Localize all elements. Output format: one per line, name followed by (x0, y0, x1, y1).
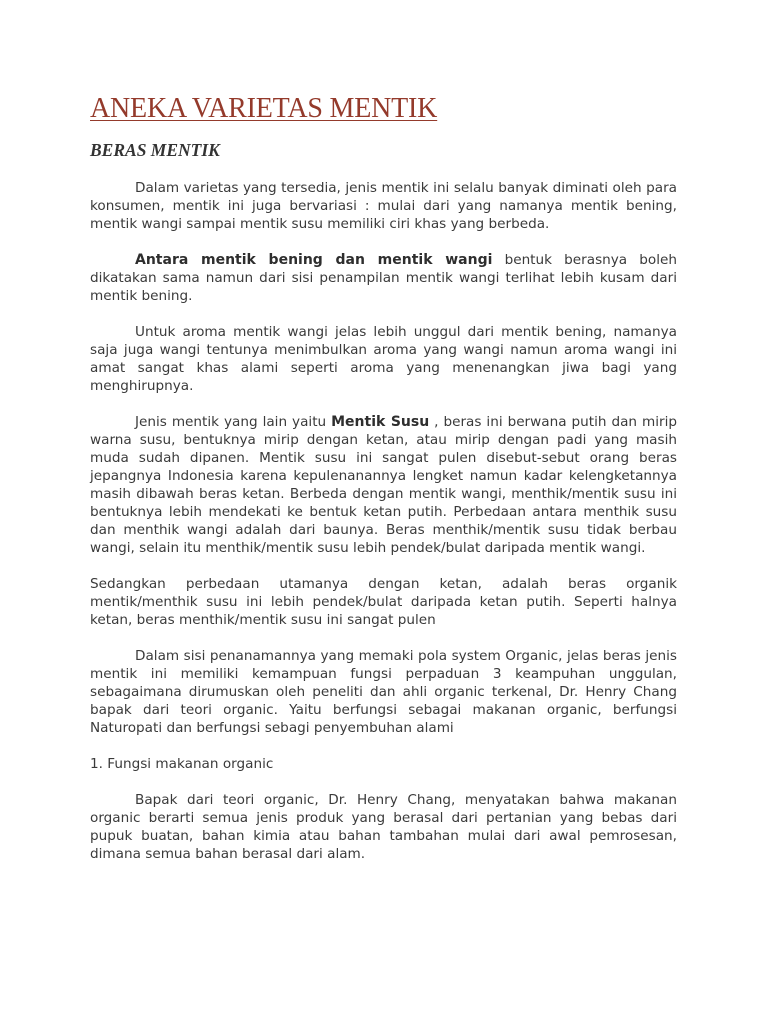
paragraph-organic-system: Dalam sisi penanamannya yang memaki pola system Organic, jelas beras jenis mentik ini memiliki kemampuan fungsi perpaduan 3 keampuhan unggulan, sebagaimana dirumuskan oleh peneliti dan ahli organic terkenal, Dr. Henry Chang bapak dari teori organic. Yaitu berfungsi sebagai makanan organic, berfungsi Naturopati dan berfungsi sebagi penyembuhan alami (90, 648, 677, 736)
paragraph-mentik-susu (90, 413, 677, 557)
bold-phrase-mentik-susu: Mentik Susu (331, 414, 430, 430)
paragraph-bening-wangi (90, 251, 677, 305)
document-body (90, 179, 677, 863)
section-heading: BERAS MENTIK (90, 140, 220, 160)
paragraph-text: bentuk berasnya boleh dikatakan sama namun dari sisi penampilan mentik wangi terlihat lebih kusam dari mentik bening. (90, 252, 677, 304)
paragraph-intro: Dalam varietas yang tersedia, jenis mentik ini selalu banyak diminati oleh para konsumen, mentik ini juga bervariasi : mulai dari yang namanya mentik bening, mentik wangi sampai mentik susu memiliki ciri khas yang berbeda. (90, 180, 677, 232)
document-title: ANEKA VARIETAS MENTIK (90, 93, 438, 124)
paragraph-henry-chang: Bapak dari teori organic, Dr. Henry Chang, menyatakan bahwa makanan organic berarti semua jenis produk yang berasal dari pertanian yang bebas dari pupuk buatan, bahan kimia atau bahan tambahan mulai dari awal pemrosesan, dimana semua bahan berasal dari alam. (90, 792, 677, 862)
paragraph-aroma: Untuk aroma mentik wangi jelas lebih unggul dari mentik bening, namanya saja juga wangi tentunya menimbulkan aroma yang wangi namun aroma wangi ini amat sangat khas alami seperti aroma yang menenangkan jiwa bagi yang menghirupnya. (90, 324, 677, 394)
paragraph-text: Jenis mentik yang lain yaitu (135, 414, 332, 430)
bold-phrase-bening-wangi: Antara mentik bening dan mentik wangi (135, 252, 493, 268)
paragraph-text: , beras ini berwana putih dan mirip warna susu, bentuknya mirip dengan ketan, atau mirip dengan padi yang masih muda sudah dipanen. Mentik susu ini sangat pulen disebut-sebut orang beras jepangnya Indonesia karena kepulenanannya lengket namun kadar kelengketannya masih dibawah beras ketan. Berbeda dengan mentik wangi, menthik/mentik susu ini bentuknya lebih mendekati ke bentuk ketan putih. Perbedaan antara menthik susu dan menthik wangi adalah dari baunya. Beras menthik/mentik susu tidak berbau wangi, selain itu menthik/mentik susu lebih pendek/bulat daripada mentik wangi. (90, 414, 678, 556)
paragraph-ketan-difference: Sedangkan perbedaan utamanya dengan ketan, adalah beras organik mentik/menthik susu ini lebih pendek/bulat daripada ketan putih. Seperti halnya ketan, beras menthik/mentik susu ini sangat pulen (90, 576, 677, 628)
list-heading-fungsi: 1. Fungsi makanan organic (90, 756, 274, 772)
